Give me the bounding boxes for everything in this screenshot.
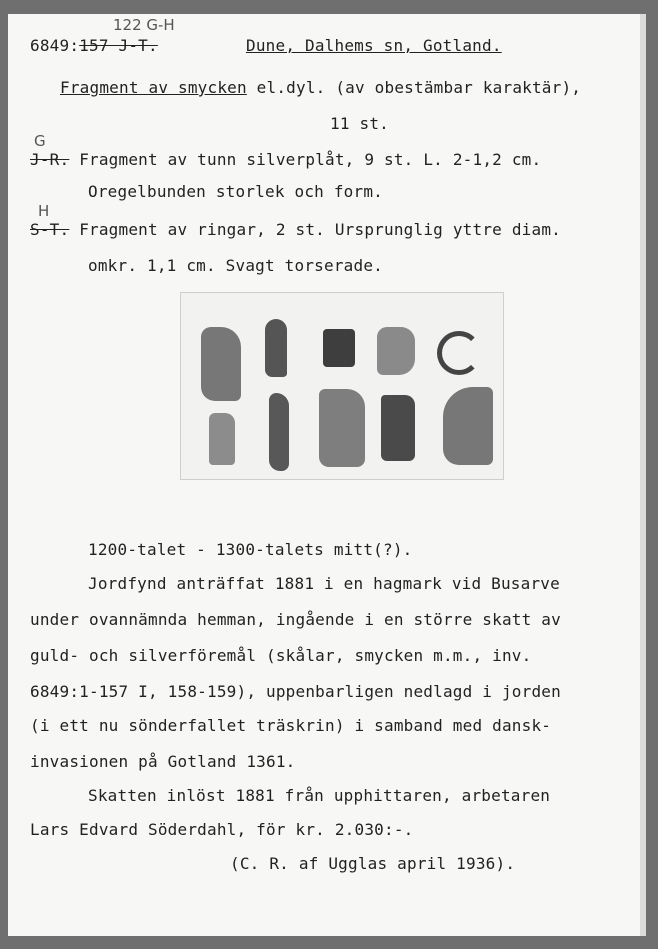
ring-fragment-shape (437, 331, 481, 375)
object-title-rest: el.dyl. (av obestämbar karaktär), (246, 78, 582, 97)
fragment-shape (209, 413, 235, 465)
body-line: Jordfynd anträffat 1881 i en hagmark vid Busarve (88, 574, 560, 593)
item-description: Fragment av tunn silverplåt, 9 st. L. 2-1,2 cm. (79, 150, 542, 169)
dating: 1200-talet - 1300-talets mitt(?). (88, 540, 413, 559)
item-row (30, 220, 561, 239)
handwritten-g: G (34, 132, 46, 150)
item-description-cont: Oregelbunden storlek och form. (88, 182, 383, 201)
fragment-shape (269, 393, 289, 471)
fragment-shape (443, 387, 493, 465)
fragment-shape (323, 329, 355, 367)
body-line: 6849:1-157 I, 158-159), uppenbarligen nedlagd i jorden (30, 682, 561, 701)
fragment-shape (265, 319, 287, 377)
item-row (30, 150, 541, 169)
inventory-struck: 157 J-T. (79, 36, 158, 55)
body-line: under ovannämnda hemman, ingående i en större skatt av (30, 610, 561, 629)
signature: (C. R. af Ugglas april 1936). (230, 854, 516, 873)
artifact-photograph (180, 292, 504, 480)
object-title (60, 78, 581, 97)
handwritten-annotation: 122 G-H (113, 16, 175, 34)
body-line: (i ett nu sönderfallet träskrin) i samband med dansk- (30, 716, 552, 735)
fragment-shape (377, 327, 415, 375)
item-description: Fragment av ringar, 2 st. Ursprunglig yttre diam. (79, 220, 561, 239)
inventory-number (30, 36, 158, 55)
body-line: Skatten inlöst 1881 från upphittaren, arbetaren (88, 786, 551, 805)
body-line: guld- och silverföremål (skålar, smycken m.m., inv. (30, 646, 532, 665)
body-line: invasionen på Gotland 1361. (30, 752, 296, 771)
handwritten-h: H (38, 202, 50, 220)
catalog-card (8, 14, 646, 936)
inventory-prefix: 6849: (30, 36, 80, 55)
fragment-shape (319, 389, 365, 467)
body-line: Lars Edvard Söderdahl, för kr. 2.030:-. (30, 820, 414, 839)
item-description-cont: omkr. 1,1 cm. Svagt torserade. (88, 256, 383, 275)
fragment-shape (201, 327, 241, 401)
object-title-underlined: Fragment av smycken (60, 78, 247, 97)
item-code: J-R. (30, 150, 70, 169)
find-location: Dune, Dalhems sn, Gotland. (246, 36, 502, 55)
object-count: 11 st. (330, 114, 389, 133)
fragment-shape (381, 395, 415, 461)
item-code: S-T. (30, 220, 70, 239)
